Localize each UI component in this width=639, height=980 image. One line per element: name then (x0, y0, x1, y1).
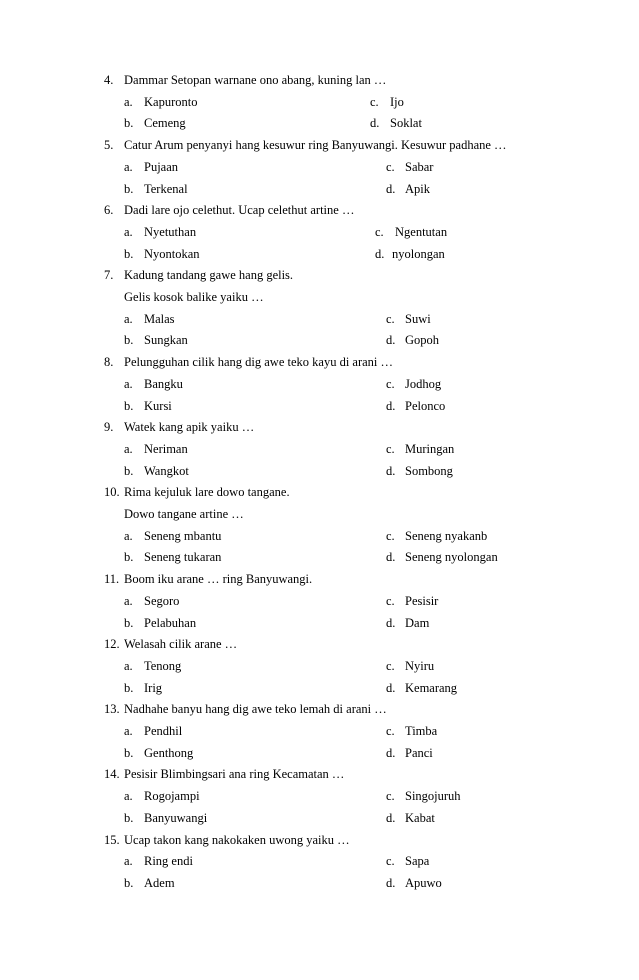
option-letter[interactable]: d. (386, 398, 396, 413)
question-text: Welasah cilik arane … (124, 637, 238, 652)
question-number: 14. (104, 767, 120, 782)
option-b[interactable]: Wangkot (144, 463, 189, 478)
option-b[interactable]: Pelabuhan (144, 615, 197, 630)
option-letter[interactable]: c. (370, 94, 379, 109)
question-number: 12. (104, 637, 120, 652)
option-letter[interactable]: d. (386, 550, 396, 565)
option-b[interactable]: Kursi (144, 398, 172, 413)
option-letter[interactable]: a. (124, 376, 133, 391)
option-c[interactable]: Muringan (405, 441, 455, 456)
option-letter[interactable]: c. (386, 658, 395, 673)
option-b[interactable]: Sungkan (144, 333, 188, 348)
option-letter[interactable]: b. (124, 615, 134, 630)
option-d[interactable]: Apik (405, 181, 430, 196)
option-d[interactable]: Seneng nyolongan (405, 550, 498, 565)
option-letter[interactable]: c. (386, 593, 395, 608)
option-letter[interactable]: d. (386, 875, 396, 890)
option-letter[interactable]: a. (124, 724, 133, 738)
option-a[interactable]: Nyetuthan (144, 224, 197, 239)
option-b[interactable]: Terkenal (144, 181, 188, 196)
option-a[interactable]: Ring endi (144, 854, 193, 869)
option-c[interactable]: Ijo (390, 94, 404, 109)
option-letter[interactable]: b. (124, 333, 134, 348)
question-number: 5. (104, 138, 114, 153)
option-letter[interactable]: c. (386, 528, 395, 543)
option-letter[interactable]: b. (124, 463, 134, 478)
option-c[interactable]: Pesisir (405, 593, 439, 608)
question-number: 8. (104, 355, 114, 370)
option-letter[interactable]: a. (124, 94, 133, 109)
option-letter[interactable]: d. (386, 615, 396, 630)
option-letter[interactable]: d. (386, 810, 396, 825)
question-text: Dowo tangane artine … (124, 507, 244, 521)
question-text: Boom iku arane … ring Banyuwangi. (124, 572, 313, 587)
option-letter[interactable]: b. (124, 680, 134, 695)
option-letter[interactable]: c. (386, 441, 395, 456)
option-c[interactable]: Suwi (405, 311, 431, 326)
option-letter[interactable]: d. (375, 246, 385, 261)
question-number: 4. (104, 73, 114, 87)
option-c[interactable]: Ngentutan (395, 224, 448, 239)
option-letter[interactable]: d. (386, 463, 396, 478)
option-letter[interactable]: d. (386, 745, 396, 760)
option-letter[interactable]: a. (124, 159, 133, 174)
option-letter[interactable]: c. (386, 854, 395, 869)
option-letter[interactable]: a. (124, 658, 133, 673)
option-c[interactable]: Jodhog (405, 376, 442, 391)
question-text: Ucap takon kang nakokaken uwong yaiku … (124, 832, 350, 847)
option-c[interactable]: Sabar (405, 159, 434, 174)
option-letter[interactable]: c. (386, 724, 395, 738)
option-d[interactable]: Kabat (405, 810, 435, 825)
option-letter[interactable]: c. (386, 789, 395, 804)
option-letter[interactable]: b. (124, 550, 134, 565)
option-letter[interactable]: b. (124, 181, 134, 196)
question-text: Pesisir Blimbingsari ana ring Kecamatan … (124, 767, 345, 782)
option-letter[interactable]: d. (386, 181, 396, 196)
question-text: Dammar Setopan warnane ono abang, kuning lan … (124, 73, 387, 87)
question-number: 10. (104, 485, 120, 500)
option-letter[interactable]: b. (124, 246, 134, 261)
option-a[interactable]: Tenong (144, 658, 182, 673)
option-d[interactable]: Apuwo (405, 875, 442, 890)
question-text: Gelis kosok balike yaiku … (124, 290, 264, 304)
option-letter[interactable]: a. (124, 593, 133, 608)
option-letter[interactable]: b. (124, 116, 134, 131)
option-letter[interactable]: c. (386, 376, 395, 391)
question-number: 6. (104, 203, 114, 218)
option-d[interactable]: Dam (405, 615, 430, 630)
option-a[interactable]: Rogojampi (144, 789, 200, 804)
question-number: 9. (104, 420, 114, 435)
option-letter[interactable]: b. (124, 398, 134, 413)
question-number: 15. (104, 832, 120, 847)
option-d[interactable]: Gopoh (405, 333, 440, 348)
option-a[interactable]: Pujaan (144, 159, 179, 174)
option-letter[interactable]: a. (124, 311, 133, 326)
option-letter[interactable]: c. (375, 224, 384, 239)
option-c[interactable]: Nyiru (405, 658, 435, 673)
option-d[interactable]: Kemarang (405, 680, 458, 695)
option-a[interactable]: Segoro (144, 593, 180, 608)
question-text: Nadhahe banyu hang dig awe teko lemah di arani … (124, 702, 387, 717)
option-a[interactable]: Kapuronto (144, 94, 198, 109)
option-a[interactable]: Pendhil (144, 724, 183, 738)
option-d[interactable]: Sombong (405, 463, 453, 478)
question-text: Catur Arum penyanyi hang kesuwur ring Banyuwangi. Kesuwur padhane … (124, 138, 507, 153)
option-letter[interactable]: a. (124, 528, 133, 543)
option-c[interactable]: Timba (405, 724, 438, 738)
option-letter[interactable]: a. (124, 789, 133, 804)
option-a[interactable]: Neriman (144, 441, 188, 456)
option-a[interactable]: Bangku (144, 376, 183, 391)
option-c[interactable]: Seneng nyakanb (405, 528, 488, 543)
option-a[interactable]: Malas (144, 311, 175, 326)
option-c[interactable]: Sapa (405, 854, 430, 869)
option-letter[interactable]: d. (386, 333, 396, 348)
option-a[interactable]: Seneng mbantu (144, 528, 222, 543)
option-letter[interactable]: a. (124, 854, 133, 869)
option-letter[interactable]: b. (124, 875, 134, 890)
option-b[interactable]: Cemeng (144, 116, 186, 131)
option-d[interactable]: Pelonco (405, 398, 446, 413)
option-d[interactable]: Panci (405, 745, 433, 760)
option-b[interactable]: Adem (144, 875, 175, 890)
option-b[interactable]: Banyuwangi (144, 810, 208, 825)
question-text: Kadung tandang gawe hang gelis. (124, 268, 294, 283)
question-text: Dadi lare ojo celethut. Ucap celethut artine … (124, 203, 355, 218)
option-letter[interactable]: b. (124, 745, 134, 760)
option-b[interactable]: Irig (144, 680, 163, 695)
option-b[interactable]: Nyontokan (144, 246, 200, 261)
option-letter[interactable]: c. (386, 311, 395, 326)
question-text: Pelungguhan cilik hang dig awe teko kayu di arani … (124, 355, 394, 370)
question-number: 11. (104, 572, 120, 587)
option-letter[interactable]: b. (124, 810, 134, 825)
option-b[interactable]: Genthong (144, 745, 194, 760)
option-d[interactable]: Soklat (390, 116, 422, 131)
option-letter[interactable]: d. (370, 116, 380, 131)
option-c[interactable]: Singojuruh (405, 789, 461, 804)
option-d[interactable]: nyolongan (392, 246, 445, 261)
question-number: 7. (104, 268, 114, 283)
question-text: Watek kang apik yaiku … (124, 420, 255, 435)
option-b[interactable]: Seneng tukaran (144, 550, 222, 565)
question-number: 13. (104, 702, 120, 717)
option-letter[interactable]: a. (124, 224, 133, 239)
option-letter[interactable]: c. (386, 159, 395, 174)
option-letter[interactable]: d. (386, 680, 396, 695)
option-letter[interactable]: a. (124, 441, 133, 456)
question-text: Rima kejuluk lare dowo tangane. (124, 485, 290, 500)
